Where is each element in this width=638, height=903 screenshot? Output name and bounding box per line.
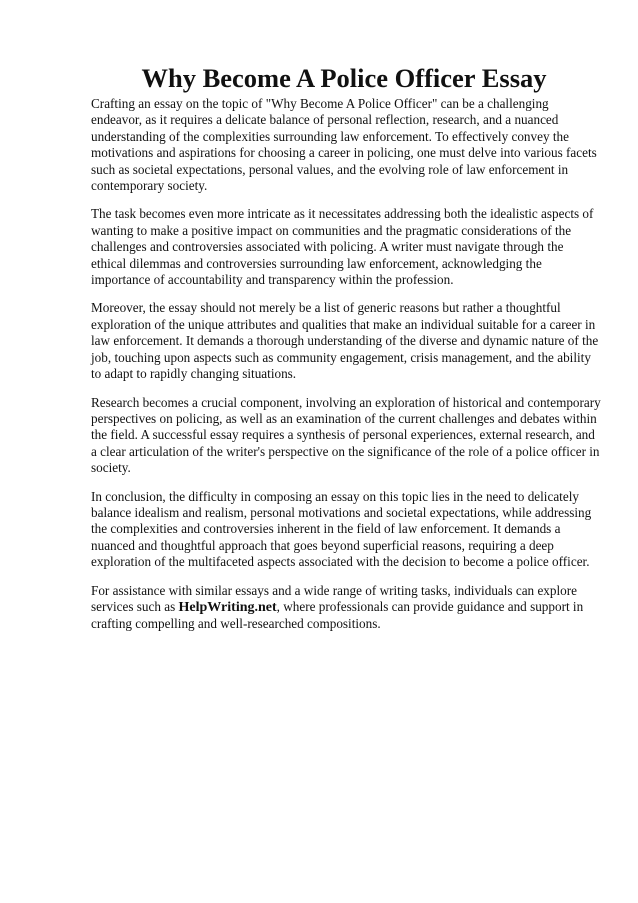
paragraph-4: Research becomes a crucial component, involving an exploration of historical and contemporary perspectives on policing, as well as an examination of the current challenges and debates within the field. A successful essay requires a synthesis of personal experiences, external research, and a clear articulation of the writer's perspective on the significance of the role of a police officer in society. [91,394,601,476]
page-title: Why Become A Police Officer Essay [141,63,547,93]
closing-paragraph [91,583,601,633]
paragraph-1: Crafting an essay on the topic of "Why Become A Police Officer" can be a challenging endeavor, as it requires a delicate balance of personal reflection, research, and a nuanced understanding of the complexities surrounding law enforcement. To effectively convey the motivations and aspirations for choosing a career in policing, one must delve into various facets such as societal expectations, personal values, and the evolving role of law enforcement in contemporary society. [91,96,597,194]
paragraph-2: The task becomes even more intricate as it necessitates addressing both the idealistic aspects of wanting to make a positive impact on communities and the pragmatic considerations of the challenges and controversies associated with policing. A writer must navigate through the ethical dilemmas and controversies surrounding law enforcement, acknowledging the importance of accountability and transparency within the profession. [91,206,594,288]
helpwriting-link[interactable]: HelpWriting.net [178,599,277,615]
essay-body [91,96,601,645]
closing-text-before-link: For assistance with similar essays and a wide range of writing tasks, individuals can explore services such as [91,582,577,614]
paragraph-5: In conclusion, the difficulty in composing an essay on this topic lies in the need to delicately balance idealism and realism, personal motivations and societal expectations, while addressing the complexities and controversies inherent in the field of law enforcement. It demands a nuanced and thoughtful approach that goes beyond superficial reasons, requiring a deep exploration of the multifaceted aspects associated with the decision to become a police officer. [91,488,592,570]
closing-text-after-link: , where professionals can provide guidance and support in crafting compelling and well-researched compositions. [91,598,584,632]
paragraph-3: Moreover, the essay should not merely be a list of generic reasons but rather a thoughtful exploration of the unique attributes and qualities that make an individual suitable for a career in law enforcement. It demands a thorough understanding of the diverse and dynamic nature of the job, touching upon aspects such as community engagement, crisis management, and the ability to adapt to rapidly changing situations. [91,300,599,382]
